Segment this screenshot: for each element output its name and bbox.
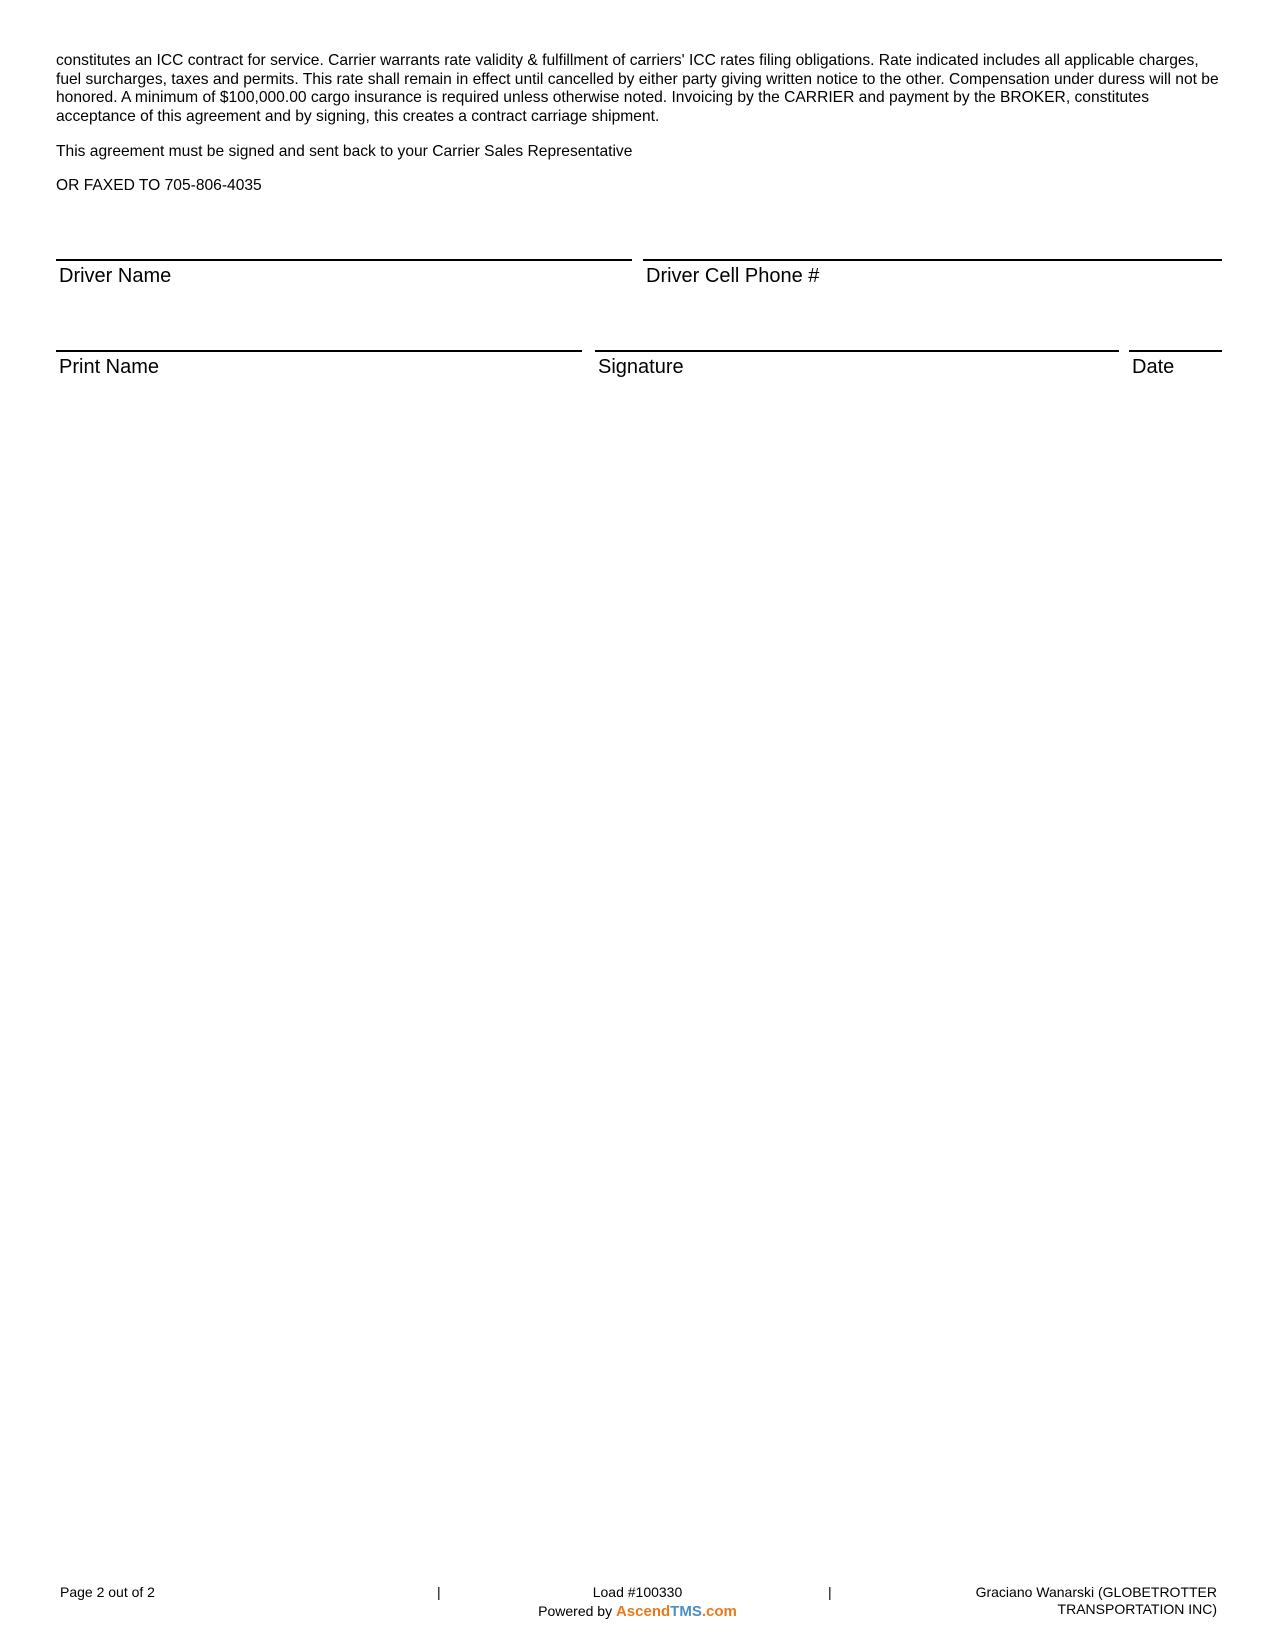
powered-by-text: Powered by <box>538 1603 613 1619</box>
broker-contact-line-2: TRANSPORTATION INC) <box>1057 1601 1217 1617</box>
terms-paragraph: constitutes an ICC contract for service. Carrier warrants rate validity & fulfillment of carriers' ICC rates filing obligations. Rate indicated includes all applicable charges, fuel surcharges, taxes and permits. This rate shall remain in effect until cancelled by either party giving written notice to the other. Compensation under duress will not be honored. A minimum of $100,000.00 cargo insurance is required unless otherwise noted. Invoicing by the CARRIER and payment by the BROKER, constitutes acceptance of this agreement and by signing, this creates a contract carriage shipment. <box>56 52 1219 125</box>
ascendtms-logo: AscendTMS.com <box>615 1603 737 1620</box>
print-name-label: Print Name <box>59 356 160 378</box>
driver-name-label: Driver Name <box>59 265 172 287</box>
date-line <box>1129 350 1222 352</box>
return-instructions: This agreement must be signed and sent back to your Carrier Sales Representative <box>56 143 633 160</box>
date-field[interactable] <box>1129 350 1222 379</box>
signature-label: Signature <box>598 356 684 378</box>
footer-separator-left: | <box>437 1584 441 1600</box>
print-name-line <box>56 350 582 352</box>
broker-contact-line-1: Graciano Wanarski (GLOBETROTTER <box>975 1584 1217 1600</box>
driver-phone-line <box>643 259 1222 261</box>
driver-phone-field[interactable] <box>643 259 1222 288</box>
footer-separator-right: | <box>828 1584 832 1600</box>
powered-by-line <box>480 1603 795 1620</box>
footer-center <box>480 1584 795 1620</box>
driver-phone-label: Driver Cell Phone # <box>646 265 820 287</box>
driver-name-line <box>56 259 632 261</box>
signature-field[interactable] <box>595 350 1119 379</box>
signature-line <box>595 350 1119 352</box>
print-name-field[interactable] <box>56 350 582 379</box>
broker-contact <box>897 1584 1217 1618</box>
date-label: Date <box>1132 356 1175 378</box>
driver-name-field[interactable] <box>56 259 632 288</box>
load-number: Load #100330 <box>592 1584 683 1600</box>
fax-instructions: OR FAXED TO 705-806-4035 <box>56 177 262 194</box>
page-number: Page 2 out of 2 <box>60 1584 155 1600</box>
